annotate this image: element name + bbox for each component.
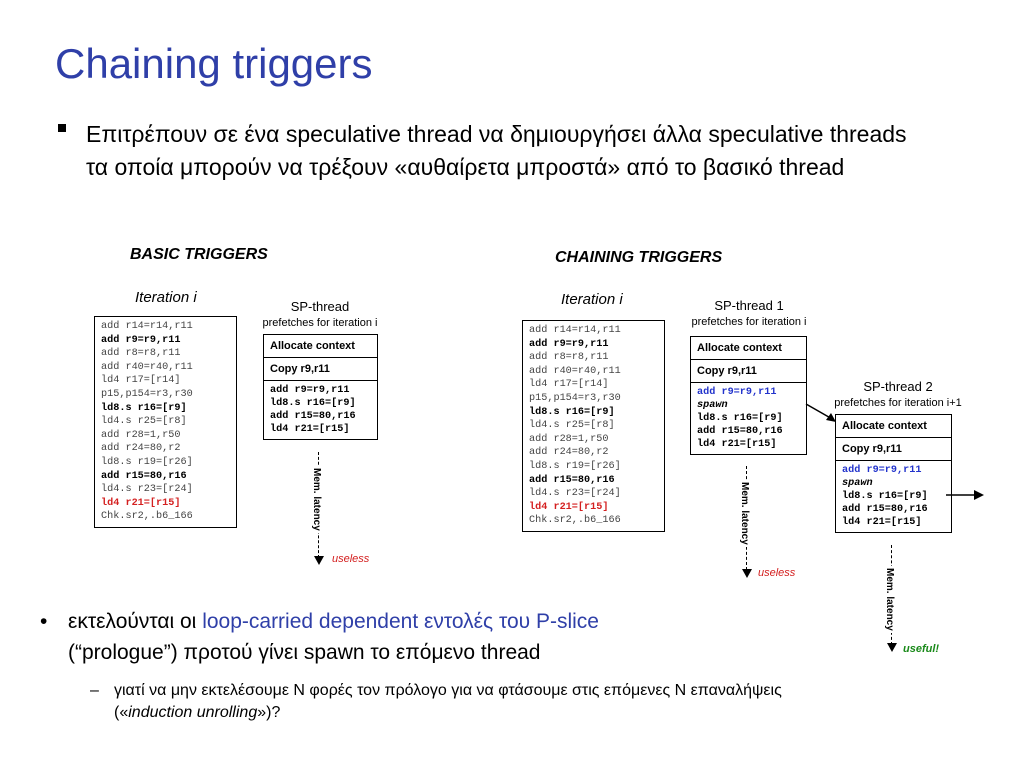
basic-mem-latency-label: Mem. latency bbox=[311, 468, 322, 531]
chaining-triggers-heading: CHAINING TRIGGERS bbox=[555, 249, 723, 266]
code-line: add r8=r8,r11 bbox=[529, 352, 609, 364]
arrow-down-icon bbox=[742, 569, 752, 578]
basic-sp-thread-title: SP-thread bbox=[290, 299, 350, 314]
code-line: add r14=r14,r11 bbox=[101, 321, 193, 332]
bullet-3-text: γιατί να μην εκτελέσουμε N φορές τον πρόλογο για να φτάσουμε στις επόμενες N επαναλήψεις («induction unrolling»)? bbox=[114, 682, 782, 721]
code-line: ld8.s r19=[r26] bbox=[529, 460, 621, 472]
code-line: ld8.s r16=[r9] bbox=[101, 402, 187, 414]
code-line: ld4.s r23=[r24] bbox=[101, 484, 193, 496]
sp1-mem-latency-label: Mem. latency bbox=[739, 482, 750, 545]
sp-thread-1-label bbox=[686, 298, 812, 330]
code-line: ld8.s r19=[r26] bbox=[101, 456, 193, 468]
arrow-down-icon bbox=[887, 643, 897, 652]
basic-sp-thread-subtitle: prefetches for iteration i bbox=[262, 317, 378, 329]
code-line: p15,p154=r3,r30 bbox=[529, 392, 621, 404]
code-line: add r9=r9,r11 bbox=[529, 338, 609, 350]
chaining-main-code-box bbox=[522, 320, 665, 532]
sp2-code: add r9=r9,r11 spawn ld8.s r16=[r9] add r15=80,r16 ld4 r21=[r15] bbox=[842, 465, 928, 528]
dash-bullet-icon: – bbox=[90, 682, 99, 699]
code-line: add r24=80,r2 bbox=[529, 447, 609, 459]
code-line: add r15=80,r16 bbox=[101, 470, 187, 482]
arrow-down-icon bbox=[314, 556, 324, 565]
sp-thread-2-label bbox=[830, 379, 966, 411]
code-line: add r28=1,r50 bbox=[101, 429, 181, 441]
basic-main-code-box bbox=[94, 316, 237, 528]
code-line: add r14=r14,r11 bbox=[529, 325, 621, 336]
sp2-useful-label: useful! bbox=[903, 643, 940, 655]
round-bullet-icon: • bbox=[40, 610, 48, 633]
code-line: add r24=80,r2 bbox=[101, 443, 181, 455]
basic-allocate-context: Allocate context bbox=[264, 335, 377, 358]
bullet-2-text: εκτελούνται οι loop-carried dependent εντολές του P-slice (“prologue”) προτού γίνει spawn το επόμενο thread bbox=[68, 610, 599, 664]
basic-useless-label: useless bbox=[332, 553, 370, 565]
sp1-useless-label: useless bbox=[758, 567, 796, 579]
code-line: add r9=r9,r11 bbox=[101, 334, 181, 346]
code-line: ld4.s r25=[r8] bbox=[529, 420, 615, 432]
sp-thread-2-box bbox=[835, 414, 952, 533]
sp2-mem-latency-label: Mem. latency bbox=[884, 568, 895, 631]
code-line: ld4 r17=[r14] bbox=[529, 379, 609, 391]
code-line: add r8=r8,r11 bbox=[101, 348, 181, 360]
sp-thread-1-box bbox=[690, 336, 807, 455]
sp-thread-1-subtitle: prefetches for iteration i bbox=[691, 316, 807, 328]
code-line: Chk.sr2,.b6_166 bbox=[101, 511, 193, 523]
code-line: p15,p154=r3,r30 bbox=[101, 388, 193, 400]
chaining-main-code bbox=[523, 321, 664, 531]
code-line: add r28=1,r50 bbox=[529, 433, 609, 445]
code-line: add r15=80,r16 bbox=[529, 474, 615, 486]
code-line: add r40=r40,r11 bbox=[101, 361, 193, 373]
code-line: ld4 r21=[r15] bbox=[101, 497, 181, 509]
code-line: ld4 r21=[r15] bbox=[529, 501, 609, 513]
code-line: ld4.s r23=[r24] bbox=[529, 488, 621, 500]
sp-thread-1-title: SP-thread 1 bbox=[714, 298, 784, 313]
sp1-code: add r9=r9,r11 spawn ld8.s r16=[r9] add r15=80,r16 ld4 r21=[r15] bbox=[697, 387, 783, 450]
sp2-copy-reg: Copy r9,r11 bbox=[836, 438, 951, 461]
sp2-allocate-context: Allocate context bbox=[836, 415, 951, 438]
basic-sp-thread-label bbox=[258, 299, 382, 331]
code-line: ld4 r17=[r14] bbox=[101, 375, 181, 387]
basic-triggers-heading: BASIC TRIGGERS bbox=[130, 246, 268, 263]
arrow-right-icon bbox=[946, 488, 986, 502]
sp-thread-2-subtitle: prefetches for iteration i+1 bbox=[834, 397, 962, 409]
chaining-iteration-label: Iteration i bbox=[561, 291, 623, 308]
basic-sp-code: add r9=r9,r11 ld8.s r16=[r9] add r15=80,r16 ld4 r21=[r15] bbox=[270, 385, 356, 435]
slide-title: Chaining triggers bbox=[55, 40, 373, 87]
code-line: Chk.sr2,.b6_166 bbox=[529, 515, 621, 527]
code-line: add r40=r40,r11 bbox=[529, 365, 621, 377]
square-bullet-icon bbox=[58, 124, 66, 132]
basic-copy-reg: Copy r9,r11 bbox=[264, 358, 377, 381]
code-line: ld4.s r25=[r8] bbox=[101, 416, 187, 428]
basic-sp-thread-box bbox=[263, 334, 378, 440]
basic-iteration-label: Iteration i bbox=[135, 289, 197, 306]
sp1-allocate-context: Allocate context bbox=[691, 337, 806, 360]
code-line: ld8.s r16=[r9] bbox=[529, 406, 615, 418]
sp1-copy-reg: Copy r9,r11 bbox=[691, 360, 806, 383]
main-bullet-text: Επιτρέπουν σε ένα speculative thread να δημιουργήσει άλλα speculative threads τα οποία μπορούν να τρέξουν «αυθαίρετα μπροστά» από το βασικό thread bbox=[86, 121, 907, 180]
sp-thread-2-title: SP-thread 2 bbox=[863, 379, 933, 394]
basic-main-code bbox=[95, 317, 236, 527]
